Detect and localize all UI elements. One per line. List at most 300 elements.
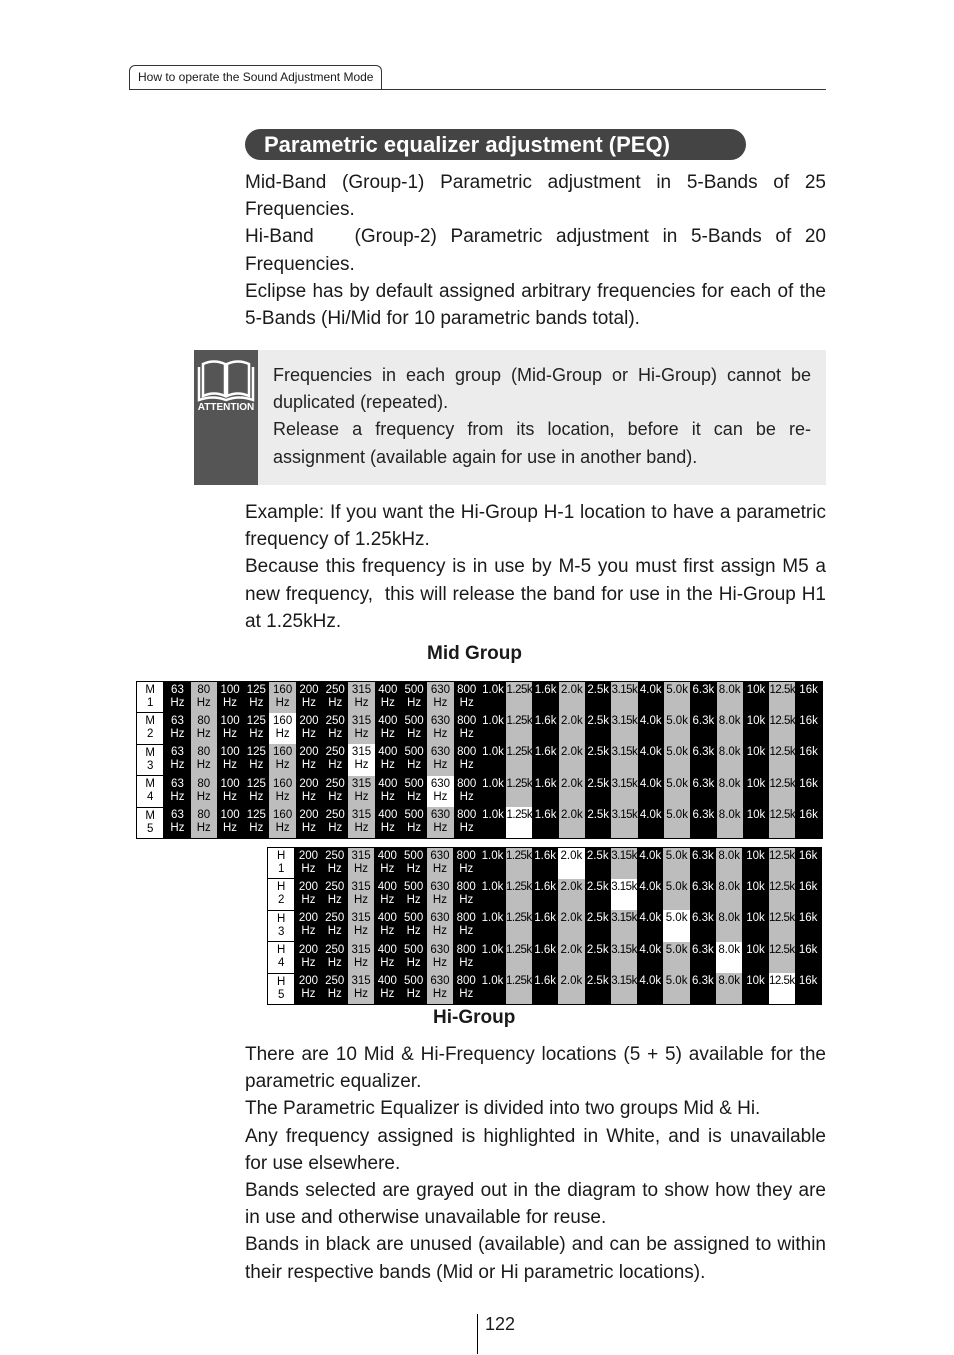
mid_group-band-row (137, 682, 823, 713)
example-paragraph: Because this frequency is in use by M-5 you must first assign M5 a new frequency, this will release the band for use in the Hi-Group H1 at 1.25kHz. (245, 556, 826, 632)
frequency-cell-text: Hz (459, 790, 474, 803)
frequency-cell-text: Hz (170, 790, 185, 803)
frequency-cell (348, 848, 374, 879)
frequency-cell-text: Hz (354, 790, 369, 803)
frequency-cell (401, 682, 427, 713)
frequency-cell (690, 744, 716, 775)
frequency-cell-text: Hz (170, 727, 185, 740)
frequency-cell-text: 12.5k (769, 777, 796, 790)
frequency-cell-text: Hz (223, 790, 238, 803)
frequency-cell-text: 12.5k (769, 809, 796, 822)
frequency-cell (480, 744, 506, 775)
frequency-cell (585, 910, 611, 941)
frequency-cell-text: 63 (171, 809, 184, 822)
frequency-cell (506, 682, 532, 713)
frequency-cell-text: 80 (197, 809, 211, 822)
frequency-cell-text: 80 (197, 777, 211, 790)
frequency-cell-text: 16k (798, 912, 818, 925)
frequency-cell (322, 848, 348, 879)
frequency-cell-text: 400 (377, 943, 397, 956)
frequency-cell-text: 6.3k (692, 880, 714, 893)
frequency-cell-text: 2.5k (586, 975, 609, 988)
frequency-cell (454, 744, 480, 775)
frequency-cell-text: 10k (746, 809, 766, 822)
frequency-cell-text: 4.0k (639, 880, 662, 893)
frequency-cell-text: 200 (298, 943, 319, 956)
frequency-cell-text: 2.0k (560, 943, 583, 956)
frequency-cell (454, 682, 480, 713)
frequency-cell-text: Hz (275, 822, 290, 835)
frequency-cell (217, 744, 243, 775)
frequency-cell (506, 713, 532, 744)
frequency-cell-text: Hz (249, 790, 264, 803)
frequency-cell-text: Hz (328, 790, 343, 803)
frequency-cell (427, 807, 453, 838)
band-label-text: H (276, 850, 286, 862)
frequency-cell-text: Hz (459, 956, 474, 969)
frequency-cell-text: 5.0k (666, 684, 688, 696)
section-header-tab (129, 65, 382, 90)
band-label-text: 2 (146, 728, 154, 741)
frequency-cell-text: 4.0k (639, 912, 662, 925)
frequency-cell-text: 800 (456, 912, 476, 925)
frequency-cell-text: Hz (432, 863, 447, 875)
frequency-cell-text: 250 (325, 746, 345, 759)
frequency-cell-text: 800 (457, 809, 477, 822)
frequency-cell (164, 744, 191, 775)
note-paragraph: Bands in black are unused (available) and can be assigned to within their respective bands (Mid or Hi parametric locations). (245, 1234, 826, 1283)
band-label-text: 5 (146, 822, 154, 835)
attention-sidebar (194, 350, 258, 485)
frequency-cell (479, 879, 505, 910)
frequency-cell (191, 776, 217, 807)
frequency-cell-text: 3.15k (611, 777, 638, 790)
band-label-text: 2 (277, 894, 285, 907)
frequency-cell (742, 879, 768, 910)
frequency-cell (742, 973, 768, 1004)
frequency-cell-text: 500 (404, 809, 424, 822)
frequency-cell (690, 910, 716, 941)
frequency-cell-text: Hz (406, 925, 421, 938)
frequency-cell (427, 713, 453, 744)
mid-group-label: Mid Group (427, 643, 522, 664)
frequency-cell (769, 973, 795, 1004)
frequency-cell-text: Hz (459, 893, 474, 906)
note-paragraph: There are 10 Mid & Hi-Frequency locations (5 + 5) available for the parametric equalizer. (245, 1044, 826, 1093)
frequency-cell (480, 682, 506, 713)
frequency-cell-text: Hz (354, 893, 369, 906)
frequency-cell-text: 800 (456, 880, 476, 893)
frequency-cell (348, 776, 374, 807)
frequency-cell-text: Hz (301, 893, 316, 906)
frequency-cell-text: Hz (196, 727, 211, 740)
frequency-cell-text: Hz (380, 822, 395, 835)
frequency-cell (348, 910, 374, 941)
frequency-cell-text: 125 (246, 809, 266, 822)
frequency-cell (348, 713, 374, 744)
frequency-cell-text: 6.3k (692, 975, 714, 988)
frequency-cell (638, 713, 664, 744)
frequency-cell-text: 630 (430, 880, 450, 893)
frequency-cell-text: Hz (354, 956, 369, 969)
frequency-cell-text: 125 (246, 684, 266, 696)
frequency-cell (611, 776, 637, 807)
frequency-cell-text: 8.0k (718, 809, 741, 822)
frequency-cell-text: Hz (223, 697, 238, 709)
frequency-cell (243, 682, 269, 713)
frequency-cell-text: 200 (299, 777, 319, 790)
frequency-cell-text: 1.0k (482, 746, 504, 759)
frequency-cell-text: 12.5k (769, 714, 796, 727)
frequency-cell (637, 910, 663, 941)
band-label-text: M (145, 778, 155, 791)
frequency-cell-text: 12.5k (769, 684, 796, 696)
frequency-cell-text: 1.0k (482, 809, 504, 822)
frequency-cell-text: 10k (746, 777, 766, 790)
attention-box (194, 350, 826, 485)
frequency-cell-text: Hz (432, 893, 447, 906)
mid_group-band-row (137, 807, 823, 838)
frequency-cell (532, 942, 558, 973)
frequency-cell (795, 744, 822, 775)
frequency-cell (506, 879, 532, 910)
frequency-cell-text: Hz (301, 863, 316, 875)
frequency-cell-text: Hz (407, 697, 422, 709)
frequency-cell (191, 713, 217, 744)
frequency-cell-text: 2.0k (560, 912, 583, 925)
frequency-cell (769, 910, 795, 941)
frequency-cell-text: Hz (432, 925, 447, 938)
frequency-cell (375, 682, 401, 713)
frequency-cell-text: 12.5k (768, 880, 795, 893)
frequency-cell (532, 807, 558, 838)
frequency-cell-text: Hz (380, 988, 395, 1001)
frequency-cell (638, 682, 664, 713)
frequency-cell-text: 6.3k (692, 809, 715, 822)
frequency-cell (479, 910, 505, 941)
frequency-cell-text: 2.5k (586, 912, 609, 925)
frequency-cell-text: Hz (354, 925, 369, 938)
band-label (137, 713, 164, 744)
frequency-cell-text: Hz (301, 727, 316, 740)
frequency-cell (664, 776, 690, 807)
band-label-text: 3 (146, 759, 154, 772)
frequency-cell-text: 10k (746, 912, 765, 925)
frequency-cell-text: Hz (459, 727, 474, 740)
frequency-cell-text: 16k (798, 975, 818, 988)
hi-group-frequency-grid (267, 847, 822, 1005)
frequency-cell-text: 160 (273, 746, 293, 759)
frequency-cell-text: 250 (325, 912, 345, 925)
frequency-cell-text: 3.15k (611, 746, 638, 759)
frequency-cell (322, 776, 348, 807)
intro-paragraph: Eclipse has by default assigned arbitrary frequencies for each of the 5-Bands (Hi/Mid for 10 parametric bands total). (245, 280, 826, 330)
mid_group-band-row (137, 776, 823, 807)
frequency-cell (717, 682, 743, 713)
frequency-cell (296, 807, 322, 838)
frequency-cell-text: 3.15k (611, 880, 637, 893)
frequency-cell (454, 776, 480, 807)
frequency-cell (217, 807, 243, 838)
hi_group-band-row (268, 942, 822, 973)
hi_group-band-row (268, 973, 822, 1004)
frequency-cell (506, 807, 532, 838)
frequency-cell-text: 500 (404, 746, 424, 759)
frequency-cell (322, 744, 348, 775)
frequency-cell-text: 8.0k (718, 880, 741, 893)
frequency-cell (585, 848, 611, 879)
frequency-cell-text: Hz (380, 925, 395, 938)
frequency-cell (269, 807, 295, 838)
frequency-cell (769, 942, 795, 973)
frequency-cell-text: 315 (351, 714, 372, 727)
frequency-cell-text: 1.6k (534, 880, 556, 893)
frequency-cell (558, 973, 584, 1004)
frequency-cell-text: 1.0k (482, 777, 504, 790)
frequency-cell (611, 879, 637, 910)
frequency-cell (769, 744, 795, 775)
frequency-cell-text: 100 (220, 809, 240, 822)
frequency-cell (664, 713, 690, 744)
frequency-cell-text: 63 (171, 684, 184, 696)
frequency-cell-text: Hz (406, 893, 421, 906)
frequency-cell-text: Hz (327, 893, 342, 906)
frequency-cell-text: Hz (328, 727, 343, 740)
frequency-cell-text: 800 (456, 943, 476, 956)
frequency-cell-text: Hz (432, 956, 447, 969)
frequency-cell-text: 315 (351, 746, 372, 759)
frequency-cell (479, 848, 505, 879)
frequency-cell-text: 8.0k (718, 850, 741, 862)
frequency-cell (559, 744, 585, 775)
frequency-cell (348, 744, 374, 775)
frequency-cell (690, 942, 716, 973)
frequency-cell (374, 910, 400, 941)
frequency-cell (663, 942, 689, 973)
frequency-cell (296, 682, 322, 713)
frequency-cell (532, 744, 558, 775)
frequency-cell (717, 744, 743, 775)
frequency-cell-text: 1.6k (534, 809, 557, 822)
frequency-cell (427, 942, 453, 973)
frequency-cell-text: Hz (459, 925, 474, 938)
frequency-cell (717, 807, 743, 838)
frequency-cell-text: 200 (298, 850, 319, 862)
frequency-cell (532, 910, 558, 941)
frequency-cell (427, 848, 453, 879)
frequency-cell-text: 1.0k (481, 943, 504, 956)
band-label-text: 1 (277, 863, 285, 875)
frequency-cell (532, 973, 558, 1004)
band-label-text: M (145, 746, 155, 759)
frequency-cell (663, 848, 689, 879)
frequency-cell-text: 6.3k (692, 684, 715, 696)
frequency-cell-text: Hz (354, 822, 369, 835)
section-header-text: How to operate the Sound Adjustment Mode (138, 70, 374, 84)
frequency-cell-text: 12.5k (768, 912, 795, 925)
frequency-cell (795, 682, 822, 713)
band-label-text: H (276, 975, 286, 988)
frequency-cell-text: 400 (377, 975, 397, 988)
frequency-cell (506, 910, 532, 941)
frequency-cell (795, 807, 822, 838)
frequency-cell (795, 973, 822, 1004)
band-label-text: H (276, 881, 286, 894)
frequency-cell (717, 776, 743, 807)
frequency-cell (375, 713, 401, 744)
frequency-cell-text: 5.0k (665, 912, 688, 925)
frequency-cell-text: Hz (249, 727, 264, 740)
frequency-cell (743, 807, 769, 838)
frequency-cell-text: Hz (380, 727, 395, 740)
frequency-cell (638, 776, 664, 807)
frequency-cell (611, 910, 637, 941)
frequency-cell-text: Hz (380, 759, 395, 772)
frequency-cell (559, 776, 585, 807)
frequency-cell (611, 973, 637, 1004)
frequency-cell (743, 744, 769, 775)
frequency-cell-text: 12.5k (768, 975, 795, 988)
frequency-cell-text: 400 (378, 684, 398, 696)
frequency-cell-text: Hz (223, 822, 238, 835)
frequency-cell (348, 807, 374, 838)
frequency-cell-text: 5.0k (665, 975, 688, 988)
frequency-cell (795, 910, 822, 941)
frequency-cell-text: 6.3k (692, 850, 714, 862)
frequency-cell (453, 910, 479, 941)
frequency-cell (453, 942, 479, 973)
frequency-cell (374, 942, 400, 973)
example-text (245, 499, 826, 635)
frequency-cell-text: 1.6k (534, 684, 557, 696)
intro-text (245, 169, 826, 332)
frequency-cell-text: 5.0k (666, 777, 688, 790)
frequency-cell-text: 2.5k (586, 880, 609, 893)
frequency-cell (374, 973, 400, 1004)
frequency-cell-text: 5.0k (665, 880, 688, 893)
frequency-cell-text: Hz (301, 822, 316, 835)
frequency-cell-text: 200 (298, 880, 319, 893)
frequency-cell (295, 910, 322, 941)
frequency-cell-text: Hz (406, 956, 421, 969)
frequency-cell-text: 315 (351, 684, 372, 696)
frequency-cell-text: 2.0k (561, 684, 583, 696)
frequency-cell-text: Hz (301, 759, 316, 772)
frequency-cell (742, 942, 768, 973)
frequency-cell (296, 713, 322, 744)
frequency-cell (717, 713, 743, 744)
band-label (268, 942, 295, 973)
frequency-cell (374, 879, 400, 910)
frequency-cell-text: 200 (299, 809, 319, 822)
frequency-cell-text: 6.3k (692, 746, 715, 759)
frequency-cell-text: 125 (246, 746, 266, 759)
frequency-cell-text: 160 (273, 714, 293, 727)
frequency-cell-text: 2.5k (587, 714, 610, 727)
frequency-cell-text: 250 (325, 714, 345, 727)
frequency-cell-text: 250 (325, 684, 345, 696)
frequency-cell-text: 250 (325, 880, 345, 893)
frequency-cell (427, 744, 453, 775)
frequency-cell (585, 879, 611, 910)
frequency-cell-text: 2.0k (560, 850, 583, 862)
frequency-cell (795, 713, 822, 744)
frequency-cell-text: Hz (249, 697, 264, 709)
frequency-cell (348, 879, 374, 910)
frequency-cell (559, 807, 585, 838)
frequency-cell (795, 879, 822, 910)
frequency-cell-text: 2.0k (561, 714, 583, 727)
frequency-cell-text: 630 (430, 850, 450, 862)
frequency-cell (401, 744, 427, 775)
frequency-cell-text: Hz (327, 863, 342, 875)
frequency-cell-text: Hz (301, 697, 316, 709)
frequency-cell-text: 6.3k (692, 777, 715, 790)
frequency-cell-text: 5.0k (666, 809, 688, 822)
frequency-cell (375, 807, 401, 838)
frequency-cell-text: 80 (197, 714, 211, 727)
frequency-cell-text: Hz (406, 863, 421, 875)
frequency-cell (585, 682, 611, 713)
frequency-cell-text: 630 (430, 943, 450, 956)
frequency-cell (716, 942, 742, 973)
frequency-cell-text: 16k (799, 684, 818, 696)
frequency-cell-text: 8.0k (718, 714, 741, 727)
frequency-cell-text: Hz (432, 988, 447, 1001)
frequency-cell (400, 848, 426, 879)
frequency-cell (295, 848, 322, 879)
band-label-text: M (145, 684, 155, 696)
frequency-cell-text: Hz (380, 893, 395, 906)
frequency-cell (690, 879, 716, 910)
frequency-cell-text: Hz (459, 863, 474, 875)
band-label-text: M (145, 809, 155, 822)
frequency-cell (638, 807, 664, 838)
frequency-cell (664, 744, 690, 775)
frequency-cell (295, 879, 322, 910)
frequency-cell-text: 250 (325, 809, 345, 822)
frequency-cell-text: 200 (298, 975, 319, 988)
frequency-cell (243, 776, 269, 807)
frequency-cell (322, 713, 348, 744)
frequency-cell-text: 16k (799, 714, 818, 727)
frequency-cell (480, 776, 506, 807)
frequency-cell-text: 800 (456, 975, 476, 988)
frequency-cell (217, 776, 243, 807)
frequency-cell (743, 682, 769, 713)
frequency-cell (585, 713, 611, 744)
frequency-cell (506, 776, 532, 807)
frequency-cell (164, 713, 191, 744)
frequency-cell (348, 942, 374, 973)
frequency-cell (611, 807, 637, 838)
frequency-cell-text: Hz (407, 727, 422, 740)
frequency-cell-text: 4.0k (639, 975, 662, 988)
frequency-cell-text: 100 (220, 777, 240, 790)
frequency-cell-text: 630 (430, 809, 450, 822)
frequency-cell (374, 848, 400, 879)
frequency-cell-text: 400 (377, 880, 397, 893)
frequency-cell (401, 776, 427, 807)
frequency-cell (742, 910, 768, 941)
frequency-cell-text: 16k (798, 943, 818, 956)
frequency-cell-text: 4.0k (639, 777, 662, 790)
frequency-cell-text: 500 (404, 975, 424, 988)
frequency-cell (401, 807, 427, 838)
note-paragraph: Bands selected are grayed out in the diagram to show how they are in use and otherwise unavailable for reuse. (245, 1180, 826, 1229)
frequency-cell-text: Hz (275, 697, 290, 709)
frequency-cell-text: 63 (171, 777, 184, 790)
